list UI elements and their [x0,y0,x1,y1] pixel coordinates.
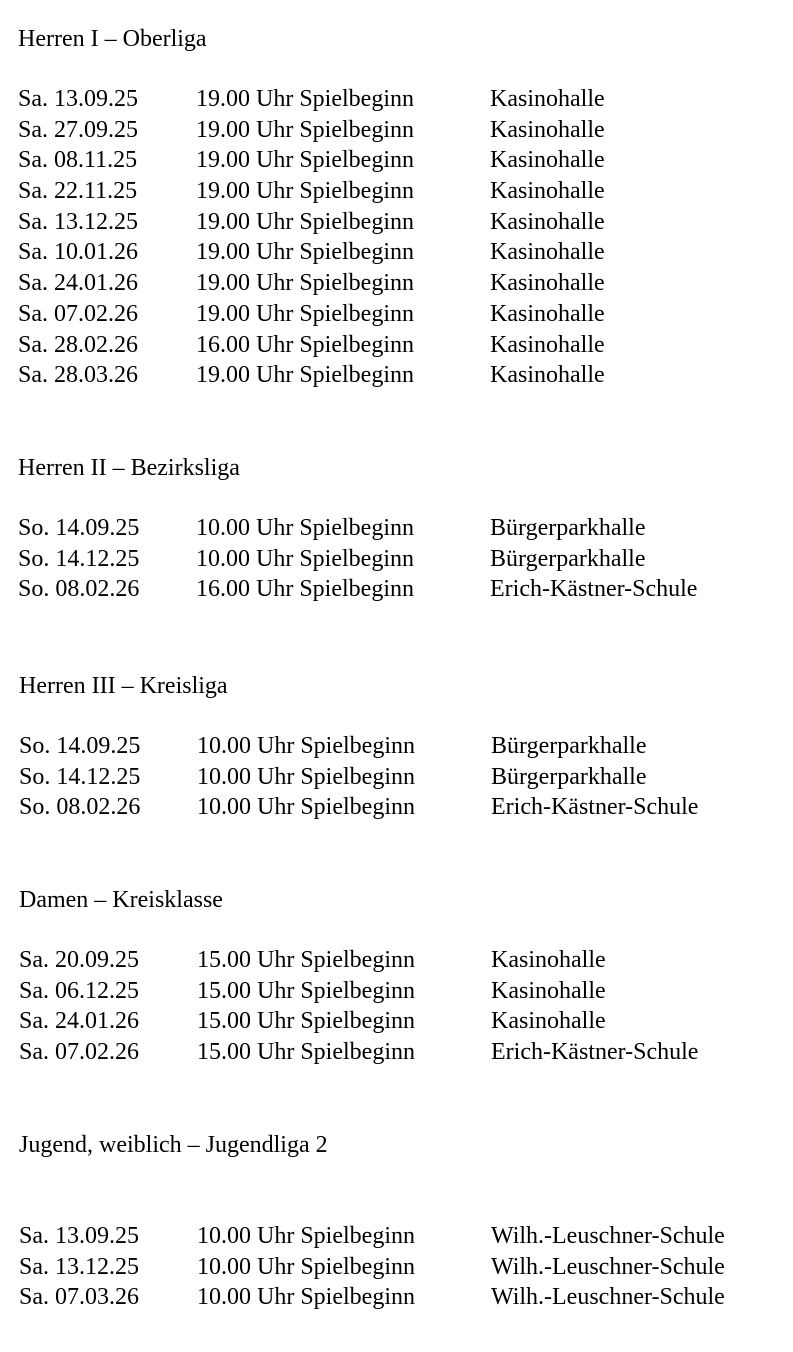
match-row [18,237,788,268]
match-time: 19.00 Uhr Spielbeginn [196,147,414,174]
match-time: 19.00 Uhr Spielbeginn [196,239,414,266]
match-time: 19.00 Uhr Spielbeginn [196,86,414,112]
match-time: 16.00 Uhr Spielbeginn [196,576,414,603]
match-time: 10.00 Uhr Spielbeginn [197,733,415,759]
schedule-section [18,24,788,391]
match-date: Sa. 20.09.25 [19,947,139,973]
match-venue: Erich-Kästner-Schule [490,576,698,603]
match-venue: Kasinohalle [490,270,605,297]
match-venue: Bürgerparkhalle [490,545,646,572]
schedule-section [19,885,789,1068]
schedule-section [18,453,788,605]
match-time: 19.00 Uhr Spielbeginn [196,178,414,205]
match-date: Sa. 24.01.26 [18,270,138,297]
match-venue: Wilh.-Leuschner-Schule [491,1253,725,1280]
match-date: Sa. 13.12.25 [19,1253,139,1280]
match-date: So. 08.02.26 [19,794,141,821]
match-time: 15.00 Uhr Spielbeginn [197,1039,415,1066]
match-row [19,1221,789,1252]
match-venue: Kasinohalle [490,147,605,174]
match-row [19,1282,789,1313]
match-venue: Kasinohalle [490,300,605,327]
match-date: So. 08.02.26 [18,576,140,603]
match-date: Sa. 24.01.26 [19,1008,139,1035]
match-row [18,330,788,361]
match-venue: Bürgerparkhalle [491,733,647,759]
match-list [18,84,788,391]
match-date: Sa. 08.11.25 [18,147,138,174]
match-date: Sa. 13.09.25 [19,1223,139,1249]
match-date: Sa. 07.03.26 [19,1284,139,1311]
match-time: 15.00 Uhr Spielbeginn [197,947,415,973]
match-date: Sa. 06.12.25 [19,977,139,1004]
match-time: 19.00 Uhr Spielbeginn [196,270,414,297]
match-time: 10.00 Uhr Spielbeginn [197,763,415,790]
match-venue: Bürgerparkhalle [490,515,646,541]
match-date: Sa. 28.03.26 [18,362,138,389]
match-venue: Kasinohalle [490,86,605,112]
match-venue: Kasinohalle [491,947,606,973]
match-row [18,360,788,391]
section-heading: Herren I – Oberliga [18,26,207,52]
match-date: Sa. 28.02.26 [18,331,138,358]
match-venue: Erich-Kästner-Schule [491,1039,699,1066]
match-row [19,1037,789,1068]
section-heading: Damen – Kreisklasse [19,887,223,913]
match-venue: Erich-Kästner-Schule [491,794,699,821]
match-time: 15.00 Uhr Spielbeginn [197,1008,415,1035]
match-row [18,513,788,544]
match-date: So. 14.12.25 [19,763,141,790]
match-row [19,945,789,976]
match-date: Sa. 22.11.25 [18,178,138,205]
match-venue: Kasinohalle [490,116,605,143]
match-time: 10.00 Uhr Spielbeginn [197,1284,415,1311]
match-list [19,731,789,823]
match-venue: Kasinohalle [491,1008,606,1035]
match-venue: Kasinohalle [490,362,605,389]
match-list [19,945,789,1068]
match-venue: Bürgerparkhalle [491,763,647,790]
match-time: 19.00 Uhr Spielbeginn [196,300,414,327]
schedule-section [19,671,789,823]
match-date: Sa. 10.01.26 [18,239,138,266]
match-row [18,176,788,207]
match-date: Sa. 13.12.25 [18,208,138,235]
match-time: 10.00 Uhr Spielbeginn [197,794,415,821]
match-list [18,513,788,605]
match-time: 19.00 Uhr Spielbeginn [196,362,414,389]
match-time: 10.00 Uhr Spielbeginn [196,545,414,572]
match-venue: Kasinohalle [490,178,605,205]
schedule-section [19,1130,789,1313]
match-time: 10.00 Uhr Spielbeginn [196,515,414,541]
section-heading: Herren II – Bezirksliga [18,455,240,481]
match-row [19,762,789,793]
match-date: Sa. 27.09.25 [18,116,138,143]
match-row [18,299,788,330]
match-row [19,1252,789,1283]
match-time: 10.00 Uhr Spielbeginn [197,1253,415,1280]
match-row [18,574,788,605]
match-time: 15.00 Uhr Spielbeginn [197,977,415,1004]
match-date: Sa. 13.09.25 [18,86,138,112]
match-date: So. 14.09.25 [18,515,140,541]
match-venue: Kasinohalle [490,208,605,235]
match-row [19,792,789,823]
match-row [18,207,788,238]
match-row [19,976,789,1007]
match-date: So. 14.09.25 [19,733,141,759]
match-row [18,268,788,299]
section-heading: Herren III – Kreisliga [19,673,228,699]
section-heading: Jugend, weiblich – Jugendliga 2 [19,1132,328,1158]
match-time: 10.00 Uhr Spielbeginn [197,1223,415,1249]
match-row [18,84,788,115]
match-row [19,1006,789,1037]
match-time: 16.00 Uhr Spielbeginn [196,331,414,358]
match-venue: Kasinohalle [490,239,605,266]
match-date: Sa. 07.02.26 [19,1039,139,1066]
match-time: 19.00 Uhr Spielbeginn [196,116,414,143]
match-date: So. 14.12.25 [18,545,140,572]
match-row [18,145,788,176]
match-venue: Kasinohalle [491,977,606,1004]
match-venue: Kasinohalle [490,331,605,358]
match-list [19,1221,789,1313]
match-venue: Wilh.-Leuschner-Schule [491,1223,725,1249]
match-venue: Wilh.-Leuschner-Schule [491,1284,725,1311]
match-row [18,115,788,146]
match-row [19,731,789,762]
match-row [18,544,788,575]
match-date: Sa. 07.02.26 [18,300,138,327]
match-time: 19.00 Uhr Spielbeginn [196,208,414,235]
